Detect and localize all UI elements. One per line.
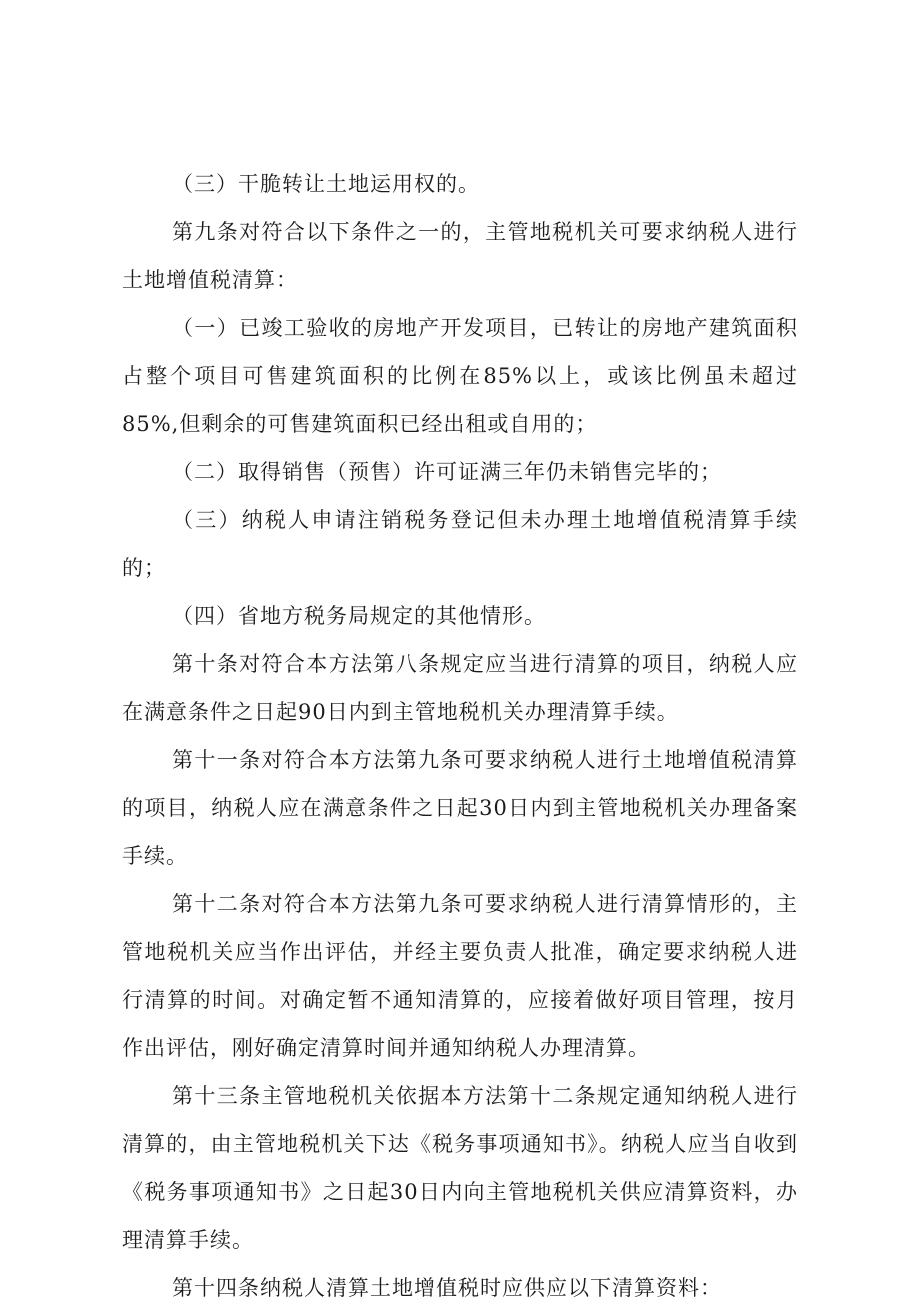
- paragraph-article-13: 第十三条主管地税机关依据本方法第十二条规定通知纳税人进行清算的，由主管地税机关下达《税务事项通知书》。纳税人应当自收到《税务事项通知书》之日起30日内向主管地税机关供应清算资料，办理清算手续。: [122, 1084, 798, 1252]
- paragraph-article-11: 第十一条对符合本方法第九条可要求纳税人进行土地增值税清算的项目，纳税人应在满意条件之日起30日内到主管地税机关办理备案手续。: [122, 748, 798, 868]
- paragraph-article-9-item-3: （三）纳税人申请注销税务登记但未办理土地增值税清算手续的；: [122, 508, 798, 580]
- document-body: [122, 160, 798, 1312]
- paragraph-article-9-item-2: （二）取得销售（预售）许可证满三年仍未销售完毕的；: [172, 460, 722, 484]
- paragraph-article-12: 第十二条对符合本方法第九条可要求纳税人进行清算情形的，主管地税机关应当作出评估，并经主要负责人批准，确定要求纳税人进行清算的时间。对确定暂不通知清算的，应接着做好项目管理，按月作出评估，刚好确定清算时间并通知纳税人办理清算。: [122, 892, 798, 1060]
- paragraph-article-9: 第九条对符合以下条件之一的，主管地税机关可要求纳税人进行土地增值税清算：: [122, 220, 798, 292]
- paragraph-article-9-item-4: （四）省地方税务局规定的其他情形。: [172, 604, 546, 628]
- paragraph-article-14: 第十四条纳税人清算土地增值税时应供应以下清算资料：: [172, 1276, 722, 1300]
- paragraph-article-9-item-1: （一）已竣工验收的房地产开发项目，已转让的房地产建筑面积占整个项目可售建筑面积的比例在85%以上，或该比例虽未超过85%,但剩余的可售建筑面积已经出租或自用的；: [122, 316, 798, 436]
- paragraph-article-10: 第十条对符合本方法第八条规定应当进行清算的项目，纳税人应在满意条件之日起90日内到主管地税机关办理清算手续。: [122, 652, 798, 724]
- paragraph-item-3-transfer: （三）干脆转让土地运用权的。: [172, 172, 480, 196]
